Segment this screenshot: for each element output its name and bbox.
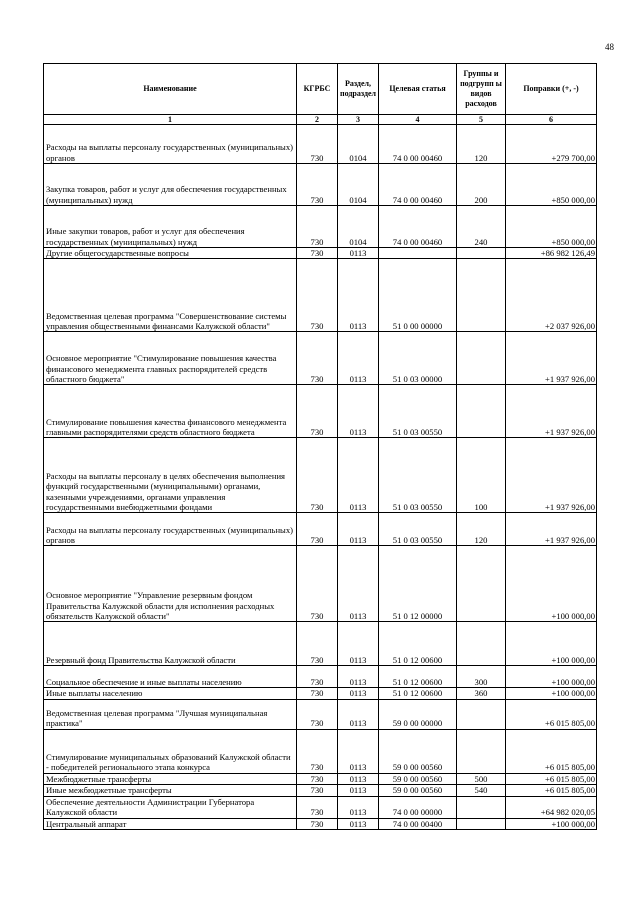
cell-kgrbs: 730 (297, 385, 338, 438)
column-number: 2 (297, 115, 338, 125)
cell-group (457, 259, 506, 332)
cell-kgrbs: 730 (297, 729, 338, 773)
table-row (44, 125, 597, 164)
header-target: Целевая статья (379, 64, 457, 115)
cell-amend: +6 015 805,00 (506, 699, 597, 729)
cell-razdel: 0113 (338, 688, 379, 699)
table-row (44, 666, 597, 688)
cell-target: 51 0 03 00000 (379, 332, 457, 385)
cell-name: Резервный фонд Правительства Калужской области (44, 622, 297, 666)
table-row (44, 248, 597, 259)
cell-kgrbs: 730 (297, 622, 338, 666)
cell-target: 59 0 00 00560 (379, 773, 457, 784)
cell-target: 59 0 00 00000 (379, 699, 457, 729)
column-number: 1 (44, 115, 297, 125)
column-number: 5 (457, 115, 506, 125)
cell-razdel: 0113 (338, 513, 379, 546)
cell-razdel: 0113 (338, 818, 379, 829)
cell-name: Ведомственная целевая программа "Совершенствование системы управления общественными финансами Калужской области" (44, 259, 297, 332)
cell-target: 51 0 12 00600 (379, 666, 457, 688)
table-row (44, 773, 597, 784)
cell-amend: +100 000,00 (506, 546, 597, 622)
budget-table (43, 63, 597, 830)
cell-amend: +64 982 020,05 (506, 796, 597, 818)
cell-razdel: 0113 (338, 729, 379, 773)
cell-target: 74 0 00 00460 (379, 206, 457, 248)
cell-kgrbs: 730 (297, 666, 338, 688)
cell-name: Расходы на выплаты персоналу государственных (муниципальных) органов (44, 125, 297, 164)
cell-target: 51 0 12 00000 (379, 546, 457, 622)
cell-group (457, 818, 506, 829)
cell-group: 120 (457, 125, 506, 164)
cell-group (457, 248, 506, 259)
cell-amend: +86 982 126,49 (506, 248, 597, 259)
cell-target: 59 0 00 00560 (379, 785, 457, 796)
header-kgrbs: КГРБС (297, 64, 338, 115)
cell-name: Обеспечение деятельности Администрации Губернатора Калужской области (44, 796, 297, 818)
cell-amend: +1 937 926,00 (506, 385, 597, 438)
table-row (44, 796, 597, 818)
cell-name: Закупка товаров, работ и услуг для обеспечения государственных (муниципальных) нужд (44, 164, 297, 206)
cell-amend: +1 937 926,00 (506, 513, 597, 546)
cell-razdel: 0113 (338, 546, 379, 622)
cell-name: Другие общегосударственные вопросы (44, 248, 297, 259)
cell-razdel: 0113 (338, 666, 379, 688)
cell-target: 51 0 03 00550 (379, 438, 457, 513)
cell-group: 240 (457, 206, 506, 248)
cell-amend: +6 015 805,00 (506, 729, 597, 773)
cell-target: 74 0 00 00000 (379, 796, 457, 818)
cell-razdel: 0104 (338, 125, 379, 164)
cell-kgrbs: 730 (297, 438, 338, 513)
cell-group (457, 622, 506, 666)
cell-kgrbs: 730 (297, 125, 338, 164)
cell-name: Основное мероприятие "Управление резервным фондом Правительства Калужской области для исполнения расходных обязательств Калужской области" (44, 546, 297, 622)
cell-razdel: 0113 (338, 773, 379, 784)
cell-group: 100 (457, 438, 506, 513)
cell-target: 59 0 00 00560 (379, 729, 457, 773)
cell-razdel: 0113 (338, 248, 379, 259)
cell-kgrbs: 730 (297, 259, 338, 332)
cell-amend: +100 000,00 (506, 818, 597, 829)
column-number: 3 (338, 115, 379, 125)
cell-name: Иные межбюджетные трансферты (44, 785, 297, 796)
table-row (44, 785, 597, 796)
table-row (44, 546, 597, 622)
cell-target (379, 248, 457, 259)
cell-amend: +850 000,00 (506, 164, 597, 206)
cell-amend: +850 000,00 (506, 206, 597, 248)
cell-amend: +100 000,00 (506, 688, 597, 699)
header-name: Наименование (44, 64, 297, 115)
cell-kgrbs: 730 (297, 688, 338, 699)
cell-name: Иные закупки товаров, работ и услуг для обеспечения государственных (муниципальных) нужд (44, 206, 297, 248)
table-row (44, 622, 597, 666)
cell-razdel: 0113 (338, 785, 379, 796)
cell-kgrbs: 730 (297, 248, 338, 259)
cell-name: Стимулирование муниципальных образований Калужской области - победителей регионального этапа конкурса (44, 729, 297, 773)
cell-kgrbs: 730 (297, 699, 338, 729)
cell-group (457, 699, 506, 729)
cell-target: 74 0 00 00460 (379, 164, 457, 206)
cell-razdel: 0113 (338, 385, 379, 438)
cell-name: Социальное обеспечение и иные выплаты населению (44, 666, 297, 688)
cell-amend: +6 015 805,00 (506, 773, 597, 784)
cell-razdel: 0113 (338, 699, 379, 729)
cell-target: 74 0 00 00460 (379, 125, 457, 164)
header-razdel: Раздел, подраздел (338, 64, 379, 115)
cell-group (457, 546, 506, 622)
table-row (44, 688, 597, 699)
cell-kgrbs: 730 (297, 773, 338, 784)
cell-group: 300 (457, 666, 506, 688)
column-number-row (44, 115, 597, 125)
column-number: 6 (506, 115, 597, 125)
table-row (44, 164, 597, 206)
cell-amend: +100 000,00 (506, 622, 597, 666)
cell-target: 51 0 12 00600 (379, 622, 457, 666)
cell-amend: +6 015 805,00 (506, 785, 597, 796)
cell-name: Центральный аппарат (44, 818, 297, 829)
cell-kgrbs: 730 (297, 513, 338, 546)
cell-razdel: 0113 (338, 259, 379, 332)
table-row (44, 438, 597, 513)
cell-group: 120 (457, 513, 506, 546)
cell-razdel: 0113 (338, 796, 379, 818)
cell-name: Основное мероприятие "Стимулирование повышения качества финансового менеджмента главных распорядителей средств областного бюджета" (44, 332, 297, 385)
table-row (44, 332, 597, 385)
cell-group: 540 (457, 785, 506, 796)
cell-kgrbs: 730 (297, 796, 338, 818)
cell-amend: +1 937 926,00 (506, 438, 597, 513)
cell-name: Межбюджетные трансферты (44, 773, 297, 784)
cell-group: 500 (457, 773, 506, 784)
cell-name: Стимулирование повышения качества финансового менеджмента главными распорядителями средств областного бюджета (44, 385, 297, 438)
table-row (44, 513, 597, 546)
column-number: 4 (379, 115, 457, 125)
cell-kgrbs: 730 (297, 818, 338, 829)
table-row (44, 818, 597, 829)
header-row (44, 64, 597, 115)
cell-target: 51 0 03 00550 (379, 513, 457, 546)
cell-amend: +1 937 926,00 (506, 332, 597, 385)
cell-amend: +2 037 926,00 (506, 259, 597, 332)
page-number: 48 (605, 42, 614, 52)
cell-target: 51 0 00 00000 (379, 259, 457, 332)
cell-target: 74 0 00 00400 (379, 818, 457, 829)
cell-amend: +100 000,00 (506, 666, 597, 688)
cell-kgrbs: 730 (297, 332, 338, 385)
cell-group: 200 (457, 164, 506, 206)
table-row (44, 385, 597, 438)
cell-kgrbs: 730 (297, 546, 338, 622)
table-row (44, 729, 597, 773)
cell-group (457, 332, 506, 385)
cell-name: Иные выплаты населению (44, 688, 297, 699)
cell-name: Ведомственная целевая программа "Лучшая муниципальная практика" (44, 699, 297, 729)
cell-target: 51 0 12 00600 (379, 688, 457, 699)
cell-razdel: 0113 (338, 622, 379, 666)
cell-kgrbs: 730 (297, 785, 338, 796)
cell-name: Расходы на выплаты персоналу государственных (муниципальных) органов (44, 513, 297, 546)
cell-razdel: 0113 (338, 332, 379, 385)
table-row (44, 699, 597, 729)
cell-target: 51 0 03 00550 (379, 385, 457, 438)
header-amend: Поправки (+, -) (506, 64, 597, 115)
header-group: Группы и подгрупп ы видов расходов (457, 64, 506, 115)
cell-kgrbs: 730 (297, 164, 338, 206)
table-row (44, 259, 597, 332)
cell-razdel: 0104 (338, 164, 379, 206)
cell-group (457, 729, 506, 773)
cell-amend: +279 700,00 (506, 125, 597, 164)
cell-kgrbs: 730 (297, 206, 338, 248)
cell-group: 360 (457, 688, 506, 699)
cell-group (457, 385, 506, 438)
cell-razdel: 0104 (338, 206, 379, 248)
cell-razdel: 0113 (338, 438, 379, 513)
cell-name: Расходы на выплаты персоналу в целях обеспечения выполнения функций государственными (муниципальными) органами, казенными учреждениями, органами управления государственными внебюджетными фондами (44, 438, 297, 513)
table-row (44, 206, 597, 248)
cell-group (457, 796, 506, 818)
